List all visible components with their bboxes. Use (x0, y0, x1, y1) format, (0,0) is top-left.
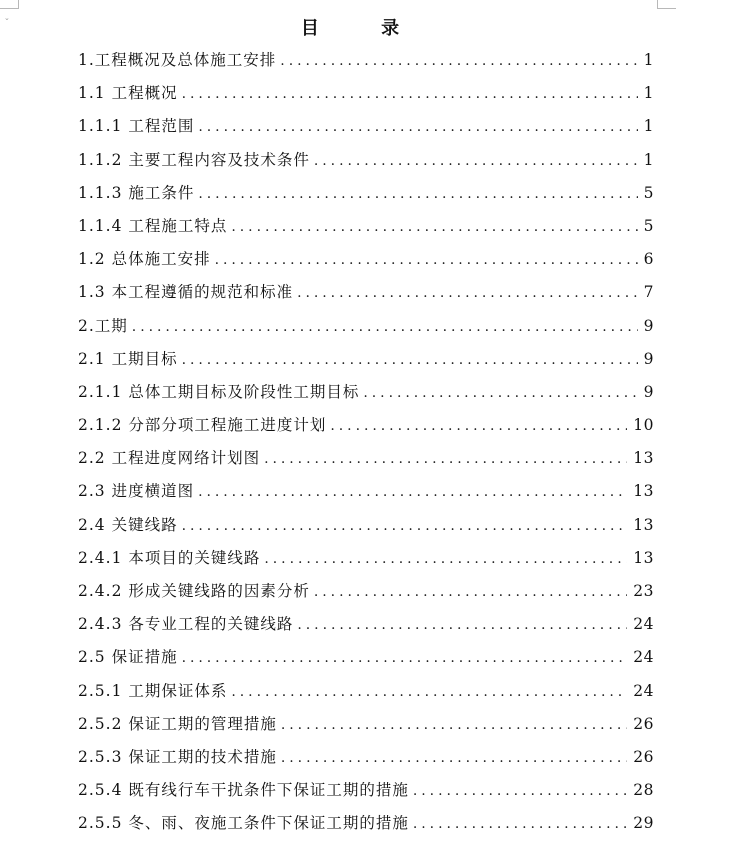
crop-mark-top-right (657, 0, 676, 9)
toc-dot-leader (280, 45, 637, 78)
toc-entry-page-number: 13 (633, 482, 654, 501)
toc-entry-label: 2.4.2 形成关键线路的因素分析 (78, 582, 310, 600)
toc-entry-page-number: 13 (633, 515, 654, 534)
toc-dot-leader (281, 742, 627, 775)
toc-dot-leader (231, 676, 627, 709)
toc-entry-page-number: 1 (643, 150, 654, 169)
toc-dot-leader (198, 111, 637, 144)
toc-dot-leader (330, 410, 627, 443)
toc-entry[interactable] (78, 774, 654, 807)
toc-dot-leader (198, 476, 627, 509)
toc-entry[interactable] (78, 276, 654, 309)
toc-entry-label: 1.3 本工程遵循的规范和标准 (78, 283, 294, 302)
toc-entry-label: 2.3 进度横道图 (78, 482, 195, 501)
toc-dot-leader (198, 178, 637, 211)
toc-entry-label: 2.5.2 保证工期的管理措施 (78, 714, 277, 733)
toc-entry-page-number: 13 (633, 449, 654, 468)
toc-entry-page-number: 9 (643, 382, 654, 401)
toc-entry[interactable] (78, 343, 654, 376)
toc-dot-leader (363, 377, 637, 410)
toc-entry[interactable] (78, 310, 654, 343)
toc-entry-label: 1.1.4 工程施工特点 (78, 216, 228, 235)
toc-entry-page-number: 26 (633, 714, 654, 733)
toc-entry[interactable] (78, 542, 654, 575)
toc-entry[interactable] (78, 475, 654, 508)
toc-entry[interactable] (78, 243, 654, 276)
toc-entry-page-number: 23 (633, 582, 654, 600)
toc-entry-label: 1.1.3 施工条件 (78, 183, 195, 202)
toc-entry-label: 1.1.1 工程范围 (78, 117, 195, 136)
toc-entry-page-number: 24 (633, 615, 654, 634)
toc-entry[interactable] (78, 409, 654, 442)
toc-entry[interactable] (78, 144, 654, 177)
toc-entry-page-number: 26 (633, 747, 654, 766)
toc-entry[interactable] (78, 77, 654, 110)
toc-entry-page-number: 29 (633, 814, 654, 833)
toc-entry-label: 2.1.1 总体工期目标及阶段性工期目标 (78, 382, 360, 401)
toc-entry[interactable] (78, 741, 654, 774)
toc-entry[interactable] (78, 641, 654, 674)
toc-entry-page-number: 7 (643, 283, 654, 302)
toc-entry-label: 2.5 保证措施 (78, 648, 178, 667)
toc-dot-leader (413, 775, 627, 808)
toc-dot-leader (264, 543, 627, 576)
toc-entry-label: 2.5.3 保证工期的技术措施 (78, 747, 277, 766)
toc-entry[interactable] (78, 442, 654, 475)
toc-entry[interactable] (78, 675, 654, 708)
toc-entry[interactable] (78, 177, 654, 210)
toc-entry-page-number: 1 (643, 117, 654, 136)
toc-entry-label: 1.工程概况及总体施工安排 (78, 51, 277, 69)
toc-entry[interactable] (78, 807, 654, 840)
toc-entry-page-number: 5 (643, 183, 654, 202)
toc-entry-page-number: 1 (643, 84, 654, 103)
toc-entry-page-number: 24 (633, 681, 654, 700)
toc-entry[interactable] (78, 376, 654, 409)
toc-entry-page-number: 6 (643, 250, 654, 269)
toc-dot-leader (297, 277, 638, 310)
toc-entry[interactable] (78, 608, 654, 641)
toc-entry-label: 2.工期 (78, 316, 128, 335)
toc-dot-leader (182, 344, 638, 377)
toc-entry-label: 1.1.2 主要工程内容及技术条件 (78, 150, 310, 169)
toc-dot-leader (297, 609, 627, 642)
toc-dot-leader (231, 211, 637, 244)
toc-entry-page-number: 28 (633, 781, 654, 800)
toc-title: 目 录 (300, 18, 428, 39)
toc-entry-label: 1.2 总体施工安排 (78, 250, 211, 269)
toc-entry-page-number: 9 (643, 349, 654, 368)
toc-dot-leader (281, 709, 627, 742)
toc-entry-label: 2.1 工期目标 (78, 349, 178, 368)
toc-entry-label: 2.2 工程进度网络计划图 (78, 449, 261, 468)
toc-dot-leader (215, 244, 638, 277)
toc-entry-label: 2.4.1 本项目的关键线路 (78, 548, 261, 567)
toc-dot-leader (182, 510, 628, 543)
toc-entry-page-number: 1 (643, 51, 654, 69)
toc-dot-leader (182, 78, 638, 111)
toc-dot-leader (182, 642, 628, 675)
toc-entry-label: 2.5.4 既有线行车干扰条件下保证工期的措施 (78, 781, 409, 800)
toc-entry[interactable] (78, 210, 654, 243)
crop-mark-top-left (0, 0, 19, 9)
table-of-contents (78, 44, 654, 841)
toc-entry-page-number: 24 (633, 648, 654, 667)
toc-dot-leader (314, 145, 638, 178)
toc-entry-label: 2.4.3 各专业工程的关键线路 (78, 615, 294, 634)
toc-entry[interactable] (78, 509, 654, 542)
toc-entry[interactable] (78, 110, 654, 143)
toc-entry-page-number: 9 (643, 316, 654, 335)
toc-entry-label: 2.1.2 分部分项工程施工进度计划 (78, 416, 327, 435)
toc-entry-label: 2.4 关键线路 (78, 515, 178, 534)
toc-dot-leader (413, 808, 627, 841)
toc-entry[interactable] (78, 575, 654, 608)
toc-entry-page-number: 10 (633, 416, 654, 435)
chevron-down-icon: ⌄ (4, 14, 10, 22)
toc-entry-label: 2.5.5 冬、雨、夜施工条件下保证工期的措施 (78, 814, 409, 833)
toc-entry-page-number: 13 (633, 548, 654, 567)
toc-entry-page-number: 5 (643, 216, 654, 235)
toc-entry[interactable] (78, 44, 654, 77)
toc-entry-label: 1.1 工程概况 (78, 84, 178, 103)
toc-dot-leader (314, 576, 627, 609)
toc-entry-label: 2.5.1 工期保证体系 (78, 681, 228, 700)
toc-entry[interactable] (78, 708, 654, 741)
toc-dot-leader (264, 443, 627, 476)
toc-dot-leader (132, 311, 638, 344)
